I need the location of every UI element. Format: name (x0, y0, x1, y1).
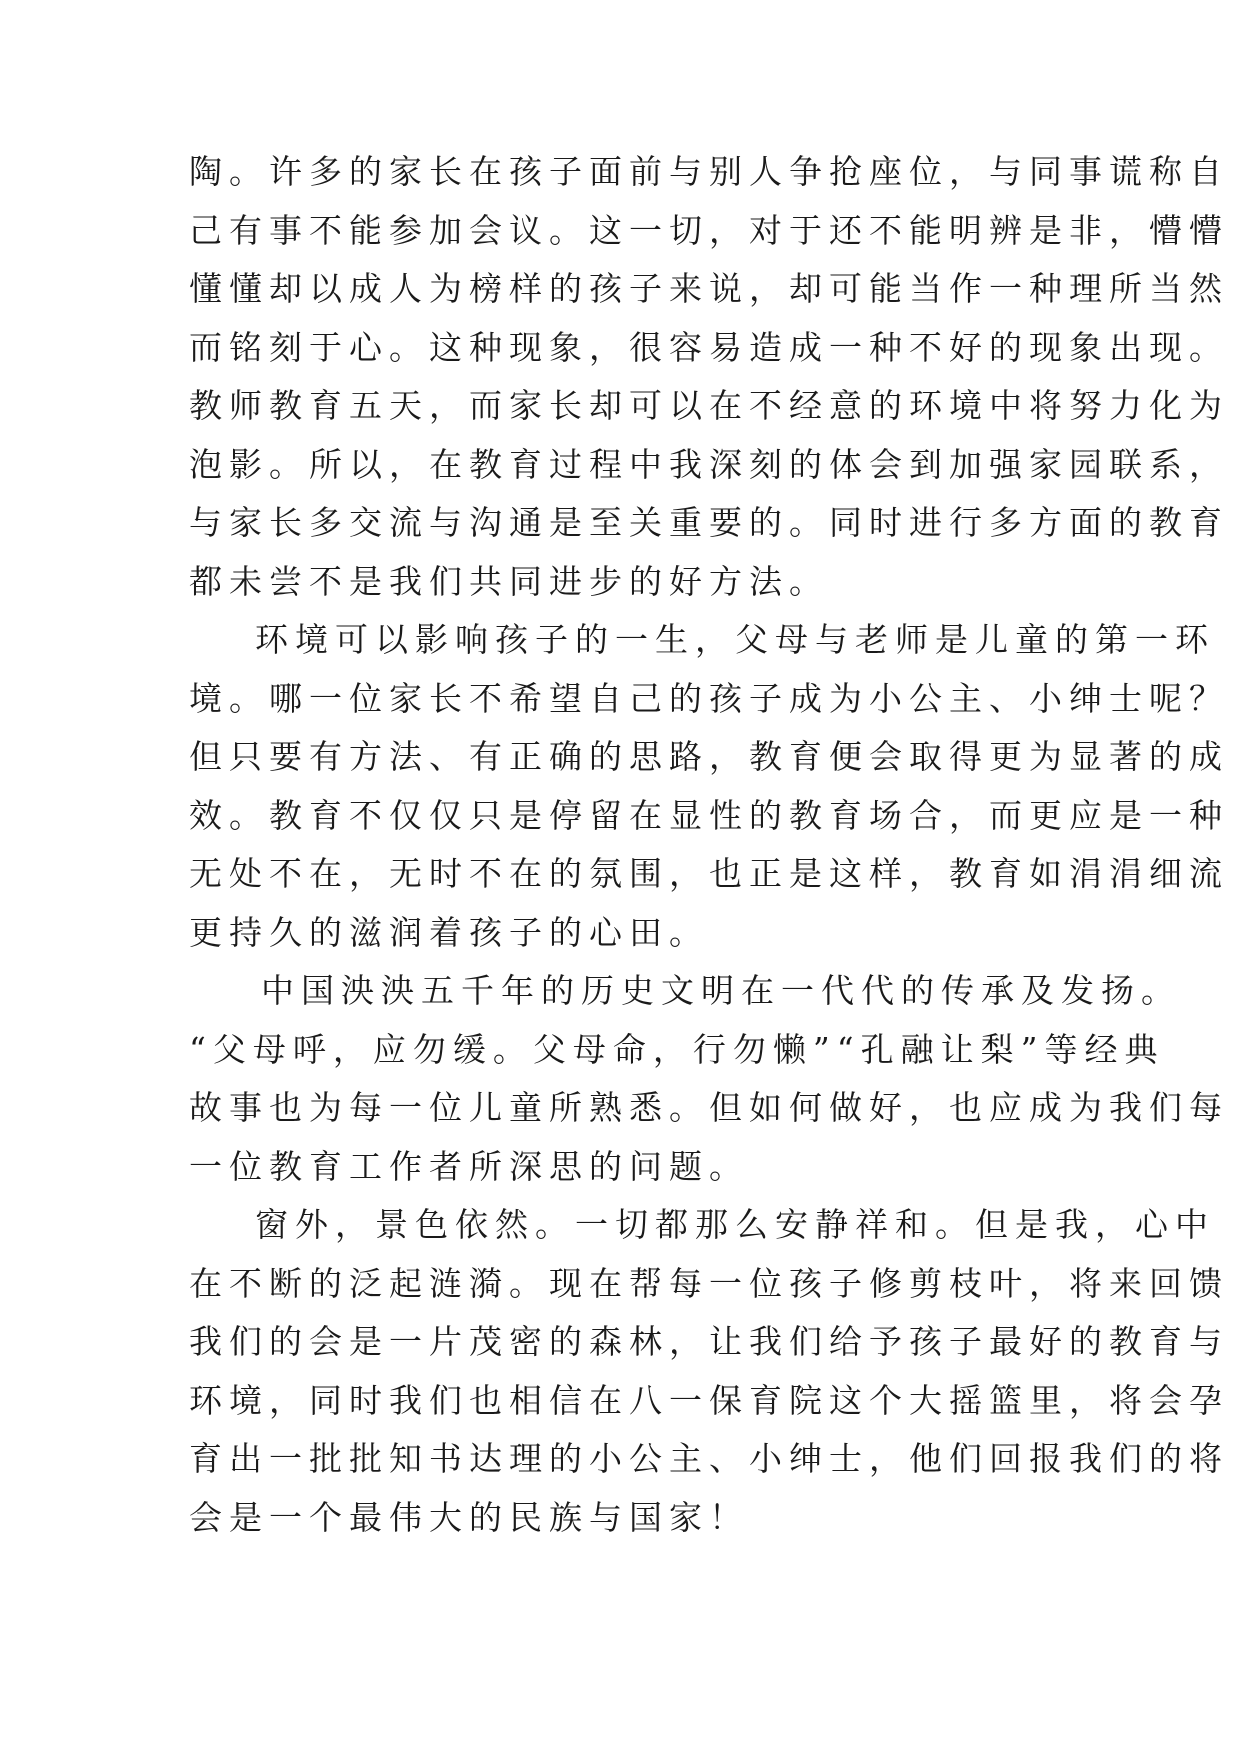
text-line: 环境可以影响孩子的一生，父母与老师是儿童的第一环 (255, 620, 1215, 659)
text-line: 无处不在，无时不在的氛围，也正是这样，教育如涓涓细流 (189, 854, 1229, 893)
text-line: 中国泱泱五千年的历史文明在一代代的传承及发扬。 (261, 971, 1181, 1010)
text-line: 环境，同时我们也相信在八一保育院这个大摇篮里，将会孕 (189, 1380, 1229, 1420)
text-line: 泡影。所以，在教育过程中我深刻的体会到加强家园联系， (189, 444, 1229, 484)
text-line: 教师教育五天，而家长却可以在不经意的环境中将努力化为 (189, 386, 1229, 425)
document-body (189, 143, 1229, 1547)
text-line: 窗外，景色依然。一切都那么安静祥和。但是我，心中 (255, 1205, 1215, 1244)
text-line: 我们的会是一片茂密的森林，让我们给予孩子最好的教育与 (189, 1322, 1229, 1361)
text-line: 在不断的泛起涟漪。现在帮每一位孩子修剪枝叶，将来回馈 (189, 1263, 1229, 1303)
text-line: “父母呼，应勿缓。父母命，行勿懒”“孔融让梨”等经典 (189, 1029, 1165, 1069)
text-line: 懂懂却以成人为榜样的孩子来说，却可能当作一种理所当然 (189, 269, 1229, 308)
text-line: 育出一批批知书达理的小公主、小绅士，他们回报我们的将 (189, 1439, 1229, 1478)
text-line: 故事也为每一位儿童所熟悉。但如何做好，也应成为我们每 (189, 1088, 1229, 1127)
text-line: 更持久的滋润着孩子的心田。 (189, 912, 709, 952)
text-line: 陶。许多的家长在孩子面前与别人争抢座位，与同事谎称自 (189, 152, 1229, 191)
text-line: 一位教育工作者所深思的问题。 (189, 1146, 749, 1186)
text-line: 但只要有方法、有正确的思路，教育便会取得更为显著的成 (189, 737, 1229, 776)
text-line: 而铭刻于心。这种现象，很容易造成一种不好的现象出现。 (189, 327, 1229, 367)
text-line: 境。哪一位家长不希望自己的孩子成为小公主、小绅士呢？ (189, 678, 1229, 718)
text-line: 己有事不能参加会议。这一切，对于还不能明辨是非，懵懵 (189, 210, 1229, 250)
text-line: 都未尝不是我们共同进步的好方法。 (189, 561, 829, 601)
text-line: 会是一个最伟大的民族与国家！ (189, 1497, 749, 1537)
paragraph-1 (189, 143, 1229, 611)
text-line: 效。教育不仅仅只是停留在显性的教育场合，而更应是一种 (189, 795, 1229, 835)
paragraph-3 (189, 962, 1229, 1196)
paragraph-2 (189, 611, 1229, 962)
paragraph-4 (189, 1196, 1229, 1547)
text-line: 与家长多交流与沟通是至关重要的。同时进行多方面的教育 (189, 503, 1229, 542)
